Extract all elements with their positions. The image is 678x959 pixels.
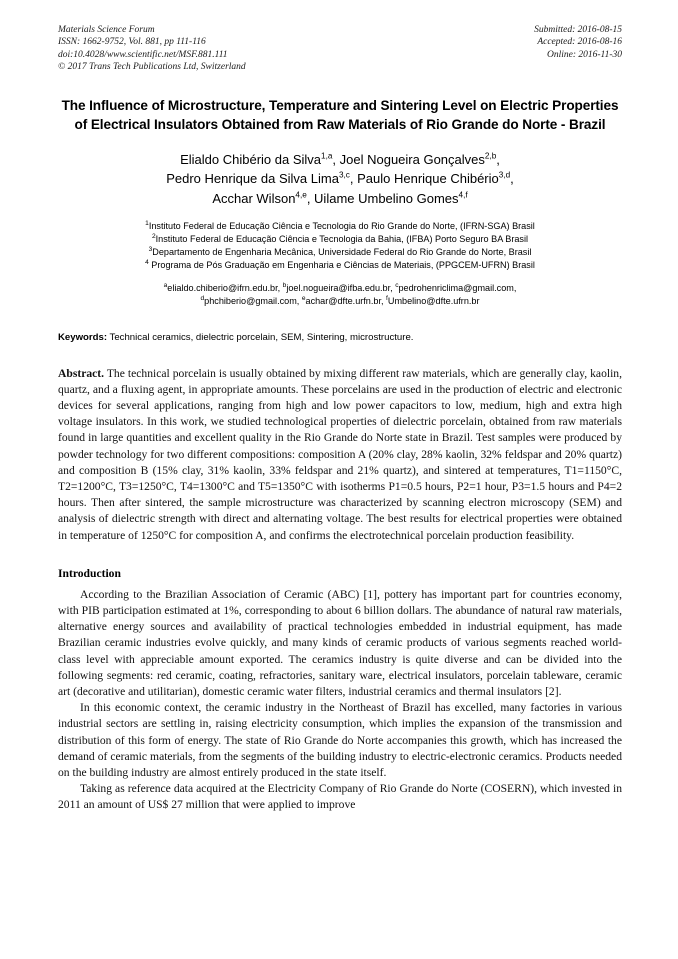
introduction-paragraph-3: Taking as reference data acquired at the Electricity Company of Rio Grande do Norte (COSERN), which invested in 2011 an amount of US$ 27 million that were applied to improve [58,782,622,812]
email-address[interactable]: achar@dfte.urfn.br, [305,296,387,307]
journal-name: Materials Science Forum [58,25,155,35]
abstract-label: Abstract. [58,366,105,380]
affiliation-marker: 1 [145,219,149,227]
email-address[interactable]: elialdo.chiberio@ifrn.edu.br, [167,283,283,294]
email-marker: d [200,295,205,303]
paper-title: The Influence of Microstructure, Temperature and Sintering Level on Electric Properties of Electrical Insulators Obtained from Raw Materials of Rio Grande do Norte - Brazil [61,97,619,133]
email-marker: c [395,282,399,290]
affiliation-item [58,220,622,233]
affiliation-marker: 2 [151,233,156,241]
journal-issn-volume: ISSN: 1662-9752, Vol. 881, pp 111-116 [58,37,206,48]
author-separator: , [306,191,315,207]
introduction-paragraph-1: According to the Brazilian Association of Ceramic (ABC) [1], pottery has important part for countries economy, with PIB participation estimated at 1%, corresponding to about 6 billion dollars. The abundance of natural raw materials, alternative energy sources and availability of practical technologies embedded in industrial equipment, has made Brazilian ceramic industries evolve quickly, and many kinds of ceramic products of various segments reached world-class level with appreciable amount exported. The ceramics industry is quite diverse and can be divided into the following segments: red ceramic, coating, refractories, sanitary ware, electrical insulators, porcelain tableware, ceramic art (decorative and utilitarian), domestic ceramic water filters, industrial ceramics and thermal insulators [2]. [58,587,622,699]
author-affiliation-marker: 2,b [484,151,497,161]
email-address[interactable]: Umbelino@dfte.ufrn.br [387,296,480,307]
email-address[interactable]: pedrohenriclima@gmail.com, [398,283,517,294]
affiliation-text: Instituto Federal de Educação Ciência e Tecnologia do Rio Grande do Norte, (IFRN-SGA) Brasil [148,221,535,232]
author-name: Uilame Umbelino Gomes [314,191,459,207]
email-marker: b [282,282,287,290]
affiliation-item [58,233,622,246]
author-line-3 [58,189,622,209]
journal-header [58,24,622,74]
abstract-paragraph [58,366,622,544]
author-separator: , [349,171,358,187]
author-affiliation-marker: 3,d [498,171,511,181]
affiliation-text: Programa de Pós Graduação em Engenharia e Ciências de Materiais, (PPGCEM-UFRN) Brasil [148,260,535,271]
affiliation-marker: 4 [145,259,149,267]
author-line-1 [58,150,622,170]
author-affiliation-marker: 1,a [321,151,333,161]
email-marker: e [301,295,306,303]
date-accepted: Accepted: 2016-08-16 [537,37,622,48]
keywords-line [58,331,622,345]
email-line-2 [58,295,622,308]
journal-info-left [58,24,246,74]
author-affiliation-marker: 3,c [338,171,350,181]
author-affiliation-marker: 4,e [295,190,307,200]
author-affiliation-marker: 4,f [458,190,468,200]
affiliation-text: Departamento de Engenharia Mecânica, Universidade Federal do Rio Grande do Norte, Brasil [152,247,532,258]
affiliation-list [58,220,622,272]
journal-dates-right [534,24,622,61]
introduction-paragraph-2: In this economic context, the ceramic industry in the Northeast of Brazil has excelled, many factories in various industrial sectors are settling in, raising electricity consumption, which implies the expansion of the transmission and distribution of this form of energy. The state of Rio Grande do Norte accompanies this growth, which has increased the demand of ceramic materials, from the segments of the building industry to electric-electronic ceramics. Products needed on the building industry are almost entirely produced in the state itself. [58,701,622,780]
author-line-2 [58,169,622,189]
author-name: Elialdo Chibério da Silva [180,151,322,167]
email-address[interactable]: phchiberio@gmail.com, [204,296,302,307]
journal-copyright: © 2017 Trans Tech Publications Ltd, Switzerland [58,62,246,73]
author-separator: , [332,151,340,167]
keywords-label: Keywords: [58,331,108,343]
affiliation-item [58,246,622,259]
email-address[interactable]: joel.nogueira@ifba.edu.br, [286,283,396,294]
email-line-1 [58,282,622,295]
email-list [58,282,622,308]
author-name: Paulo Henrique Chibério [357,171,499,187]
date-submitted: Submitted: 2016-08-15 [534,25,622,35]
author-list [58,150,622,209]
author-name: Acchar Wilson [212,191,296,207]
section-heading-introduction: Introduction [58,566,121,580]
author-name: Joel Nogueira Gonçalves [339,151,485,167]
affiliation-marker: 3 [148,246,153,254]
date-online: Online: 2016-11-30 [546,49,622,60]
author-separator: , [510,171,514,187]
author-separator: , [496,151,500,167]
keywords-value: Technical ceramics, dielectric porcelain, SEM, Sintering, microstructure. [107,331,414,343]
affiliation-item [58,259,622,272]
abstract-text: The technical porcelain is usually obtained by mixing different raw materials, which are generally clay, kaolin, quartz, and a fluxing agent, in appropriate amounts. These porcelains are used in the production of electric and electronic devices for several applications, ranging from high and low power capacitors to low, medium, high and extra high voltage insulators. In this work, we studied technological properties of dielectric porcelain, obtained from raw materials found in large quantities and excellent quality in the Rio Grande do Norte state in Brazil. Test samples were produced by powder technology for two different compositions: composition A (20% clay, 28% kaolin, 32% feldspar and 20% quartz) and composition B (15% clay, 31% kaolin, 33% feldspar and 21% quartz), and sintered at temperatures, T1=1150°C, T2=1200°C, T3=1250°C, T4=1300°C and T5=1350°C with isotherms P1=0.5 hours, P2=1 hour, P3=1.5 hours and P4=2 hours. Then after sintered, the sample microstructure was characterized by scanning electron microscopy (SEM) and analysis of dielectric strength with direct and alternating voltage. The best results for electrical properties were obtained in temperature of 1250°C for composition A, and confirms the electrotechnical porcelain production feasibility. [58,366,622,542]
email-marker: f [386,295,388,303]
journal-doi: doi:10.4028/www.scientific.net/MSF.881.111 [58,49,228,60]
author-name: Pedro Henrique da Silva Lima [166,171,339,187]
affiliation-text: Instituto Federal de Educação Ciência e Tecnologia da Bahia, (IFBA) Porto Seguro BA Brasil [155,234,529,245]
email-marker: a [163,282,168,290]
